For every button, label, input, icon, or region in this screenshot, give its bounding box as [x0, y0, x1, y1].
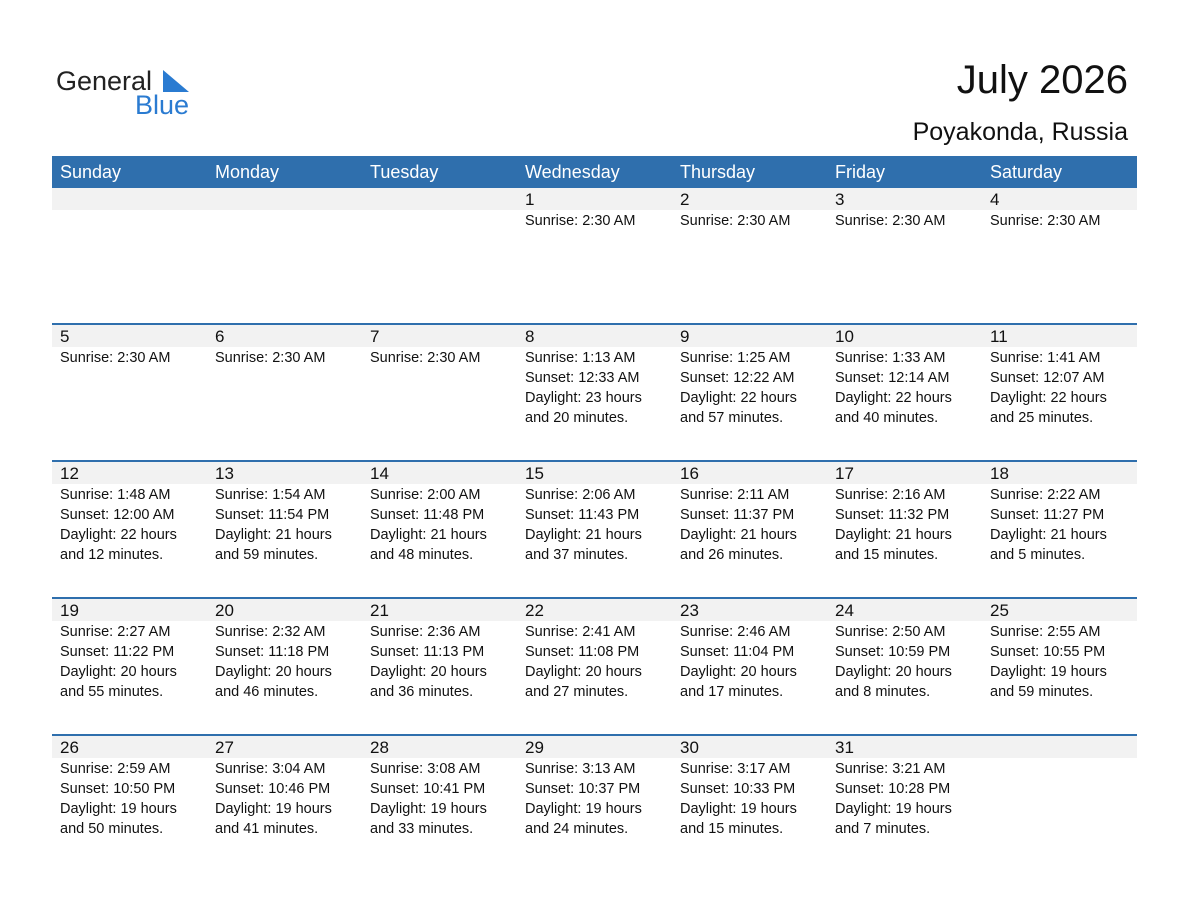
day-cell: [982, 599, 1137, 702]
page-title: July 2026: [956, 58, 1128, 102]
sunrise-text: Sunrise: 1:48 AM: [60, 487, 171, 503]
daylight-minutes-text: and 26 minutes.: [680, 547, 784, 563]
daylight-text: Daylight: 21 hours: [370, 527, 487, 543]
sunset-text: Sunset: 10:41 PM: [370, 781, 486, 797]
sunset-text: Sunset: 10:37 PM: [525, 781, 641, 797]
sunrise-text: Sunrise: 2:55 AM: [990, 624, 1101, 640]
location-subtitle: Poyakonda, Russia: [912, 118, 1128, 146]
calendar-week: [52, 323, 1137, 460]
day-number: 29: [525, 738, 544, 757]
daylight-text: Daylight: 20 hours: [525, 664, 642, 680]
daylight-minutes-text: and 40 minutes.: [835, 410, 939, 426]
sunrise-text: Sunrise: 2:50 AM: [835, 624, 946, 640]
sunrise-text: Sunrise: 1:25 AM: [680, 350, 791, 366]
day-number: 7: [370, 327, 380, 346]
day-cell: [672, 325, 827, 428]
sunset-text: Sunset: 10:50 PM: [60, 781, 176, 797]
weekday-label: Sunday: [60, 162, 122, 182]
sunset-text: Sunset: 11:27 PM: [990, 507, 1105, 523]
day-number: 1: [525, 190, 535, 209]
daylight-text: Daylight: 20 hours: [215, 664, 332, 680]
day-number: 2: [680, 190, 690, 209]
day-number: 8: [525, 327, 535, 346]
sunrise-text: Sunrise: 3:13 AM: [525, 761, 636, 777]
sunrise-text: Sunrise: 2:32 AM: [215, 624, 326, 640]
day-number: 31: [835, 738, 854, 757]
day-number: 5: [60, 327, 70, 346]
day-number: 9: [680, 327, 690, 346]
day-number: 11: [990, 327, 1008, 346]
sunrise-text: Sunrise: 3:17 AM: [680, 761, 791, 777]
day-cell: [207, 736, 362, 839]
sunrise-text: Sunrise: 1:13 AM: [525, 350, 636, 366]
sunrise-text: Sunrise: 2:36 AM: [370, 624, 481, 640]
sunset-text: Sunset: 12:07 AM: [990, 370, 1105, 386]
sunset-text: Sunset: 12:00 AM: [60, 507, 175, 523]
day-number: 24: [835, 601, 854, 620]
day-cell: [672, 188, 827, 231]
day-number: 10: [835, 327, 854, 346]
sunset-text: Sunset: 11:22 PM: [60, 644, 175, 660]
day-cell: [827, 599, 982, 702]
daylight-minutes-text: and 48 minutes.: [370, 547, 474, 563]
sunset-text: Sunset: 11:13 PM: [370, 644, 485, 660]
daylight-minutes-text: and 46 minutes.: [215, 684, 319, 700]
week-cells: [52, 599, 1137, 702]
day-cell: [362, 325, 517, 428]
sunrise-text: Sunrise: 2:30 AM: [835, 213, 946, 229]
sunrise-text: Sunrise: 2:11 AM: [680, 487, 790, 503]
daylight-text: Daylight: 22 hours: [60, 527, 177, 543]
day-number: 13: [215, 464, 234, 483]
calendar-week: [52, 734, 1137, 871]
day-cell: [672, 599, 827, 702]
weekday-header: [52, 156, 1137, 188]
logo-word-general: General: [56, 66, 153, 96]
daylight-text: Daylight: 19 hours: [60, 801, 177, 817]
calendar-week: [52, 597, 1137, 734]
daylight-minutes-text: and 15 minutes.: [835, 547, 939, 563]
daylight-minutes-text: and 50 minutes.: [60, 821, 164, 837]
daylight-text: Daylight: 19 hours: [835, 801, 952, 817]
calendar-weeks: [52, 188, 1137, 871]
sunrise-text: Sunrise: 2:30 AM: [370, 350, 481, 366]
day-number: 15: [525, 464, 544, 483]
daylight-text: Daylight: 19 hours: [370, 801, 487, 817]
daylight-minutes-text: and 36 minutes.: [370, 684, 474, 700]
sunrise-text: Sunrise: 3:21 AM: [835, 761, 946, 777]
sunset-text: Sunset: 10:28 PM: [835, 781, 951, 797]
day-number: 19: [60, 601, 79, 620]
sunrise-text: Sunrise: 2:30 AM: [680, 213, 791, 229]
day-number: 27: [215, 738, 234, 757]
sunrise-text: Sunrise: 2:41 AM: [525, 624, 636, 640]
empty-day-cell: [982, 736, 1137, 839]
calendar-week: [52, 460, 1137, 597]
day-cell: [517, 736, 672, 839]
sunrise-text: Sunrise: 1:33 AM: [835, 350, 946, 366]
daylight-minutes-text: and 5 minutes.: [990, 547, 1086, 563]
weekday-label: Saturday: [990, 162, 1063, 182]
day-number: 17: [835, 464, 854, 483]
day-number: 28: [370, 738, 389, 757]
day-cell: [362, 462, 517, 565]
daylight-text: Daylight: 21 hours: [680, 527, 797, 543]
day-number: 16: [680, 464, 699, 483]
day-number: 22: [525, 601, 544, 620]
weekday-label: Wednesday: [525, 162, 620, 182]
sunrise-text: Sunrise: 2:30 AM: [60, 350, 171, 366]
sunrise-text: Sunrise: 2:22 AM: [990, 487, 1101, 503]
day-cell: [982, 188, 1137, 231]
sunrise-text: Sunrise: 3:04 AM: [215, 761, 326, 777]
empty-day-cell: [52, 188, 207, 231]
sunset-text: Sunset: 11:18 PM: [215, 644, 330, 660]
daylight-text: Daylight: 22 hours: [990, 390, 1107, 406]
daylight-text: Daylight: 21 hours: [990, 527, 1107, 543]
sunset-text: Sunset: 10:33 PM: [680, 781, 796, 797]
day-cell: [517, 599, 672, 702]
calendar: [52, 156, 1137, 871]
logo-word-blue: Blue: [135, 90, 190, 120]
day-cell: [52, 736, 207, 839]
daylight-minutes-text: and 41 minutes.: [215, 821, 319, 837]
sunset-text: Sunset: 11:37 PM: [680, 507, 795, 523]
daylight-minutes-text: and 20 minutes.: [525, 410, 629, 426]
daylight-text: Daylight: 20 hours: [60, 664, 177, 680]
week-cells: [52, 325, 1137, 428]
day-cell: [52, 462, 207, 565]
day-number: 21: [370, 601, 389, 620]
sunset-text: Sunset: 12:14 AM: [835, 370, 950, 386]
day-number: 3: [835, 190, 845, 209]
day-number: 18: [990, 464, 1009, 483]
day-number: 30: [680, 738, 699, 757]
day-number: 6: [215, 327, 225, 346]
sunset-text: Sunset: 12:33 AM: [525, 370, 640, 386]
sunset-text: Sunset: 12:22 AM: [680, 370, 795, 386]
daylight-text: Daylight: 19 hours: [215, 801, 332, 817]
logo: [56, 62, 196, 118]
daylight-text: Daylight: 23 hours: [525, 390, 642, 406]
calendar-week: [52, 188, 1137, 323]
weekday-label: Tuesday: [370, 162, 439, 182]
sunset-text: Sunset: 10:59 PM: [835, 644, 951, 660]
day-cell: [52, 599, 207, 702]
day-cell: [362, 736, 517, 839]
daylight-minutes-text: and 27 minutes.: [525, 684, 629, 700]
day-cell: [672, 736, 827, 839]
day-cell: [827, 462, 982, 565]
day-cell: [517, 325, 672, 428]
daylight-text: Daylight: 19 hours: [990, 664, 1107, 680]
empty-day-cell: [362, 188, 517, 231]
sunset-text: Sunset: 11:48 PM: [370, 507, 485, 523]
sunrise-text: Sunrise: 2:30 AM: [215, 350, 326, 366]
day-cell: [672, 462, 827, 565]
sunrise-text: Sunrise: 2:00 AM: [370, 487, 481, 503]
sunrise-text: Sunrise: 1:54 AM: [215, 487, 326, 503]
daylight-text: Daylight: 20 hours: [370, 664, 487, 680]
daylight-minutes-text: and 25 minutes.: [990, 410, 1094, 426]
day-cell: [207, 599, 362, 702]
day-cell: [517, 462, 672, 565]
day-number: 25: [990, 601, 1009, 620]
daylight-minutes-text: and 7 minutes.: [835, 821, 931, 837]
daylight-text: Daylight: 21 hours: [215, 527, 332, 543]
daylight-minutes-text: and 55 minutes.: [60, 684, 164, 700]
weekday-label: Thursday: [680, 162, 756, 182]
sunrise-text: Sunrise: 2:30 AM: [525, 213, 636, 229]
sunset-text: Sunset: 10:55 PM: [990, 644, 1106, 660]
sunrise-text: Sunrise: 2:30 AM: [990, 213, 1101, 229]
day-number: 4: [990, 190, 1000, 209]
day-cell: [827, 325, 982, 428]
day-number: 26: [60, 738, 79, 757]
daylight-text: Daylight: 20 hours: [680, 664, 797, 680]
daylight-text: Daylight: 19 hours: [680, 801, 797, 817]
day-cell: [827, 188, 982, 231]
day-cell: [517, 188, 672, 231]
weekday-label: Monday: [215, 162, 280, 182]
sunset-text: Sunset: 11:04 PM: [680, 644, 795, 660]
week-cells: [52, 736, 1137, 839]
daylight-minutes-text: and 37 minutes.: [525, 547, 629, 563]
weekday-label: Friday: [835, 162, 886, 182]
day-cell: [982, 462, 1137, 565]
daylight-text: Daylight: 22 hours: [835, 390, 952, 406]
week-cells: [52, 188, 1137, 231]
daylight-text: Daylight: 19 hours: [525, 801, 642, 817]
daylight-minutes-text: and 59 minutes.: [215, 547, 319, 563]
day-cell: [362, 599, 517, 702]
daylight-text: Daylight: 22 hours: [680, 390, 797, 406]
day-number: 12: [60, 464, 79, 483]
day-cell: [207, 325, 362, 428]
daylight-minutes-text: and 12 minutes.: [60, 547, 164, 563]
sunrise-text: Sunrise: 2:27 AM: [60, 624, 171, 640]
sunrise-text: Sunrise: 3:08 AM: [370, 761, 481, 777]
sunrise-text: Sunrise: 2:59 AM: [60, 761, 171, 777]
daylight-minutes-text: and 15 minutes.: [680, 821, 784, 837]
day-cell: [207, 462, 362, 565]
daylight-minutes-text: and 8 minutes.: [835, 684, 931, 700]
sunset-text: Sunset: 10:46 PM: [215, 781, 331, 797]
sunrise-text: Sunrise: 1:41 AM: [990, 350, 1101, 366]
daylight-minutes-text: and 24 minutes.: [525, 821, 629, 837]
day-cell: [982, 325, 1137, 428]
day-cell: [52, 325, 207, 428]
daylight-text: Daylight: 21 hours: [835, 527, 952, 543]
daylight-minutes-text: and 59 minutes.: [990, 684, 1094, 700]
day-cell: [827, 736, 982, 839]
daylight-minutes-text: and 17 minutes.: [680, 684, 784, 700]
daylight-minutes-text: and 57 minutes.: [680, 410, 784, 426]
sunrise-text: Sunrise: 2:06 AM: [525, 487, 636, 503]
sunset-text: Sunset: 11:43 PM: [525, 507, 640, 523]
week-cells: [52, 462, 1137, 565]
daylight-text: Daylight: 20 hours: [835, 664, 952, 680]
daylight-minutes-text: and 33 minutes.: [370, 821, 474, 837]
empty-day-cell: [207, 188, 362, 231]
day-number: 20: [215, 601, 234, 620]
sunset-text: Sunset: 11:08 PM: [525, 644, 640, 660]
daylight-text: Daylight: 21 hours: [525, 527, 642, 543]
day-number: 23: [680, 601, 699, 620]
sunrise-text: Sunrise: 2:16 AM: [835, 487, 946, 503]
day-number: 14: [370, 464, 389, 483]
sunset-text: Sunset: 11:32 PM: [835, 507, 950, 523]
sunrise-text: Sunrise: 2:46 AM: [680, 624, 791, 640]
sunset-text: Sunset: 11:54 PM: [215, 507, 330, 523]
